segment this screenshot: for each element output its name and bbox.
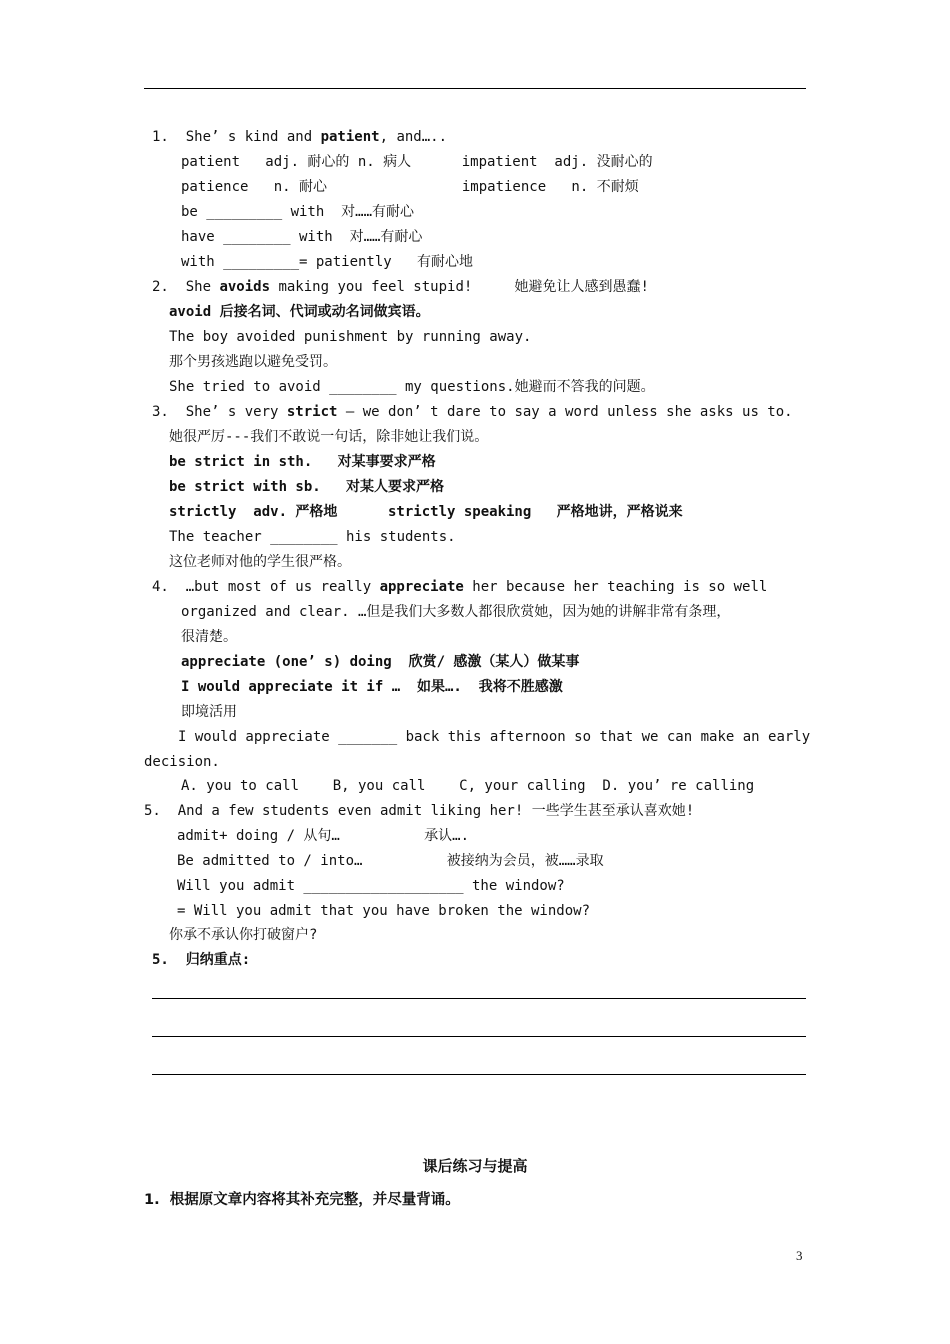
line-avoid-exercise: [169, 377, 655, 397]
text-segment: 5. And a few students even admit liking her! 一些学生甚至承认喜欢她!: [144, 803, 695, 819]
text-segment: be _________ with 对……有耐心: [181, 204, 415, 220]
text-segment: with _________= patiently 有耐心地: [181, 254, 474, 270]
text-segment: strictly adv. 严格地 strictly speaking 严格地讲，严格说来: [169, 504, 683, 520]
line-strict-exercise: [169, 527, 456, 547]
line-patient: [181, 152, 653, 172]
text-segment: 1. She’ s kind and: [152, 129, 321, 145]
text-segment: organized and clear. …但是我们大多数人都很欣赏她，因为她的讲解非常有条理，: [181, 604, 731, 620]
text-segment: = Will you admit that you have broken the window?: [177, 903, 591, 919]
line-item-4-cont2: [181, 627, 237, 647]
text-segment: patient adj. 耐心的 n. 病人 impatient adj. 没耐心的: [181, 154, 653, 170]
text-segment: 很清楚。: [181, 629, 237, 645]
text-segment: have ________ with 对……有耐心: [181, 229, 423, 245]
text-segment: be strict in sth. 对某事要求严格: [169, 454, 436, 470]
text-segment: avoid 后接名词、代词或动名词做宾语。: [169, 304, 430, 320]
line-strict-in: [169, 452, 436, 472]
text-segment: 即境活用: [181, 704, 237, 720]
line-avoid-example: [169, 327, 531, 347]
text-segment: her because her teaching is so well: [463, 579, 768, 595]
line-strict-with: [169, 477, 444, 497]
text-segment: I would appreciate _______ back this afternoon so that we can make an early: [178, 729, 811, 745]
text-segment: be strict with sb. 对某人要求严格: [169, 479, 445, 495]
line-admit-doing: [177, 826, 469, 846]
line-strictly: [169, 502, 683, 522]
header-rule: [144, 88, 806, 89]
text-segment: 3. She’ s very: [152, 404, 287, 420]
summary-blank-line: [152, 1074, 806, 1075]
text-segment: She tried to avoid ________ my questions.她避而不答我的问题。: [169, 379, 655, 395]
text-segment: I would appreciate it if … 如果…. 我将不胜感激: [181, 679, 563, 695]
line-item-5: [144, 801, 694, 821]
summary-blank-line: [152, 998, 806, 999]
line-avoid-translation: [169, 352, 337, 372]
line-admit-translation: [169, 925, 317, 945]
line-strict-translation: [169, 427, 488, 447]
page-number: 3: [796, 1248, 803, 1263]
text-segment: 她很严厉---我们不敢说一句话，除非她让我们说。: [169, 429, 489, 445]
text-segment: appreciate (one’ s) doing 欣赏/ 感激（某人）做某事: [181, 654, 580, 670]
text-segment: patient: [320, 129, 380, 145]
line-item-4: [152, 577, 767, 597]
task-1: 1. 根据原文章内容将其补充完整，并尽量背诵。: [144, 1192, 460, 1208]
line-appreciate-doing: [181, 652, 579, 672]
line-appreciate-exercise: [178, 727, 810, 747]
line-item-2: [152, 277, 649, 297]
line-appreciate-it: [181, 677, 563, 697]
text-segment: A. you to call B, you call C, your calling D. you’ re calling: [181, 778, 755, 794]
text-segment: , and…..: [379, 129, 448, 145]
line-be-admitted: [177, 851, 604, 871]
line-item-3: [152, 402, 793, 422]
line-admit-exercise: [177, 876, 565, 896]
text-segment: 那个男孩逃跑以避免受罚。: [169, 354, 337, 370]
line-with: [181, 252, 473, 272]
text-segment: patience n. 耐心 impatience n. 不耐烦: [181, 179, 639, 195]
line-be-with: [181, 202, 414, 222]
text-segment: avoids: [219, 279, 271, 295]
text-segment: 这位老师对他的学生很严格。: [169, 554, 351, 570]
text-segment: decision.: [144, 754, 220, 770]
line-avoid-rule: [169, 302, 430, 322]
text-segment: Be admitted to / into… 被接纳为会员，被……录取: [177, 853, 604, 869]
text-segment: admit+ doing / 从句… 承认….: [177, 828, 470, 844]
line-strict-exercise-translation: [169, 552, 351, 572]
line-item-4-cont: [181, 602, 730, 622]
text-segment: Will you admit ___________________ the window?: [177, 878, 565, 894]
text-segment: The boy avoided punishment by running away.: [169, 329, 532, 345]
line-admit-equivalent: [177, 901, 590, 921]
section-title: 课后练习与提高: [422, 1157, 528, 1175]
text-segment: The teacher ________ his students.: [169, 529, 456, 545]
text-segment: 4. …but most of us really: [152, 579, 380, 595]
line-appreciate-exercise-cont: [144, 752, 220, 772]
line-item-1: [152, 127, 447, 147]
line-patience: [181, 177, 639, 197]
summary-blank-line: [152, 1036, 806, 1037]
text-segment: strict: [286, 404, 338, 420]
text-segment: 5. 归纳重点:: [152, 952, 251, 968]
line-practice-label: [181, 702, 237, 722]
text-segment: 你承不承认你打破窗户?: [169, 927, 318, 943]
text-segment: appreciate: [379, 579, 464, 595]
line-have-with: [181, 227, 422, 247]
line-options: [181, 776, 754, 796]
text-segment: 2. She: [152, 279, 220, 295]
text-segment: – we don’ t dare to say a word unless she asks us to.: [337, 404, 793, 420]
text-segment: making you feel stupid! 她避免让人感到愚蠢!: [270, 279, 649, 295]
line-summary-heading: [152, 950, 250, 970]
